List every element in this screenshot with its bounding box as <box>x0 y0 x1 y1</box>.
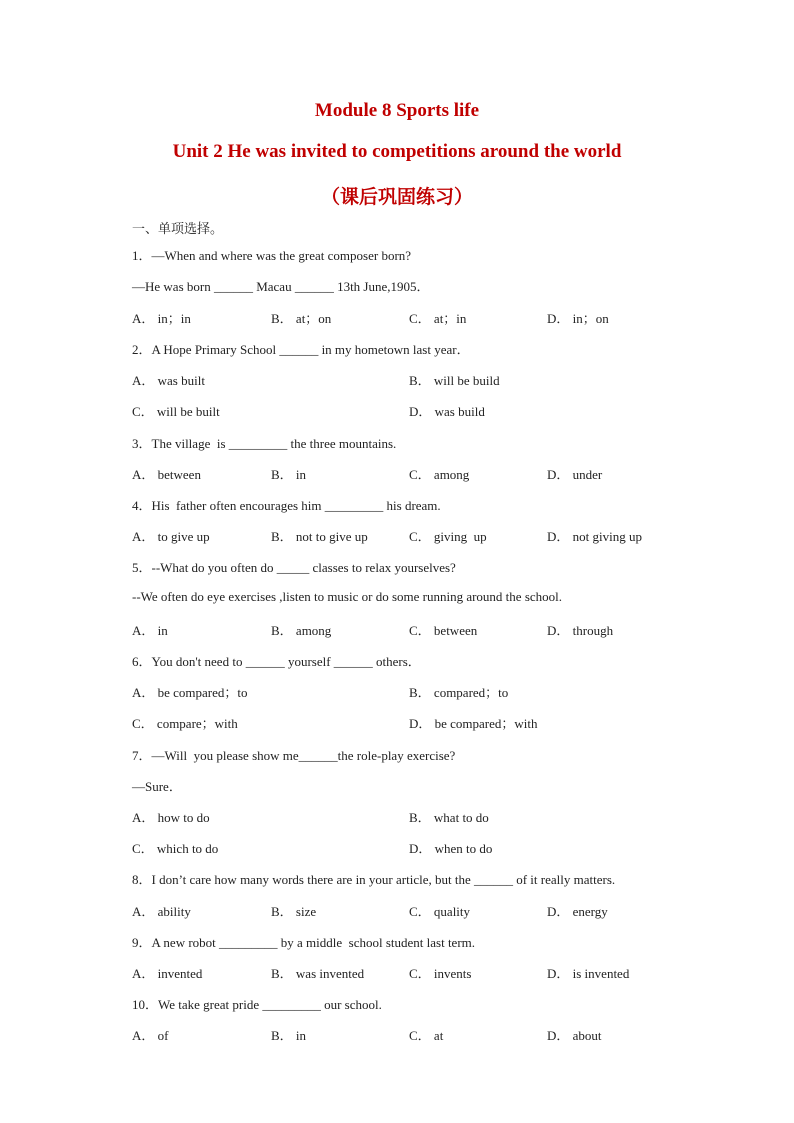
option-d: D． through <box>547 623 614 638</box>
question-text: 10．We take great pride _________ our school. <box>132 997 382 1012</box>
option-a: A． how to do <box>132 810 210 825</box>
option-c: C． giving up <box>409 529 487 544</box>
option-c: C． quality <box>409 904 471 919</box>
option-c: C． between <box>409 623 478 638</box>
option-c: C． at <box>409 1028 444 1043</box>
option-d: D． is invented <box>547 966 630 981</box>
option-d: D． in；on <box>547 311 609 326</box>
question-text: 8．I don’t care how many words there are in your article, but the ______ of it really matters. <box>132 872 616 887</box>
option-d: D． under <box>547 467 603 482</box>
question-text: 1．—When and where was the great composer born? <box>132 248 412 263</box>
option-b: B． was invented <box>271 966 365 981</box>
option-b: B． not to give up <box>271 529 368 544</box>
option-a: A． invented <box>132 966 203 981</box>
option-c: C． among <box>409 467 470 482</box>
question-text: —He was born ______ Macau ______ 13th June,1905． <box>132 279 430 294</box>
option-b: B． will be build <box>409 373 500 388</box>
option-c: C． compare；with <box>132 716 238 731</box>
option-a: A． in <box>132 623 168 638</box>
option-b: B． size <box>271 904 317 919</box>
option-a: A． between <box>132 467 201 482</box>
option-b: B． what to do <box>409 810 489 825</box>
option-b: B． in <box>271 467 307 482</box>
option-b: B． in <box>271 1028 307 1043</box>
option-c: C． will be built <box>132 404 220 419</box>
option-a: A． to give up <box>132 529 210 544</box>
option-b: B． among <box>271 623 332 638</box>
option-a: A． ability <box>132 904 191 919</box>
option-d: D． not giving up <box>547 529 642 544</box>
option-d: D． when to do <box>409 841 493 856</box>
question-text: 6．You don't need to ______ yourself ______ others． <box>132 654 421 669</box>
option-c: C． invents <box>409 966 472 981</box>
question-text: --We often do eye exercises ,listen to music or do some running around the school. <box>132 589 563 604</box>
question-text: 7．—Will you please show me______the role-play exercise? <box>132 748 456 763</box>
option-c: C． at；in <box>409 311 467 326</box>
unit-title: Unit 2 He was invited to competitions around the world <box>172 141 622 162</box>
question-text: 2．A Hope Primary School ______ in my hometown last year． <box>132 342 470 357</box>
option-b: B． compared；to <box>409 685 509 700</box>
subtitle: （课后巩固练习） <box>320 187 473 208</box>
question-text: 9．A new robot _________ by a middle school student last term. <box>132 935 476 950</box>
option-d: D． about <box>547 1028 602 1043</box>
question-text: 3．The village is _________ the three mountains. <box>132 436 397 451</box>
module-title: Module 8 Sports life <box>314 100 480 121</box>
section-heading: 一、单项选择。 <box>132 221 224 236</box>
question-text: —Sure． <box>132 779 182 794</box>
option-a: A． be compared；to <box>132 685 248 700</box>
question-text: 5．--What do you often do _____ classes to relax yourselves? <box>132 560 456 575</box>
option-a: A． in；in <box>132 311 191 326</box>
option-a: A． was built <box>132 373 205 388</box>
option-a: A． of <box>132 1028 169 1043</box>
question-text: 4．His father often encourages him _________ his dream. <box>132 498 441 513</box>
option-d: D． was build <box>409 404 485 419</box>
option-b: B． at；on <box>271 311 332 326</box>
option-c: C． which to do <box>132 841 219 856</box>
option-d: D． energy <box>547 904 608 919</box>
option-d: D． be compared；with <box>409 716 538 731</box>
